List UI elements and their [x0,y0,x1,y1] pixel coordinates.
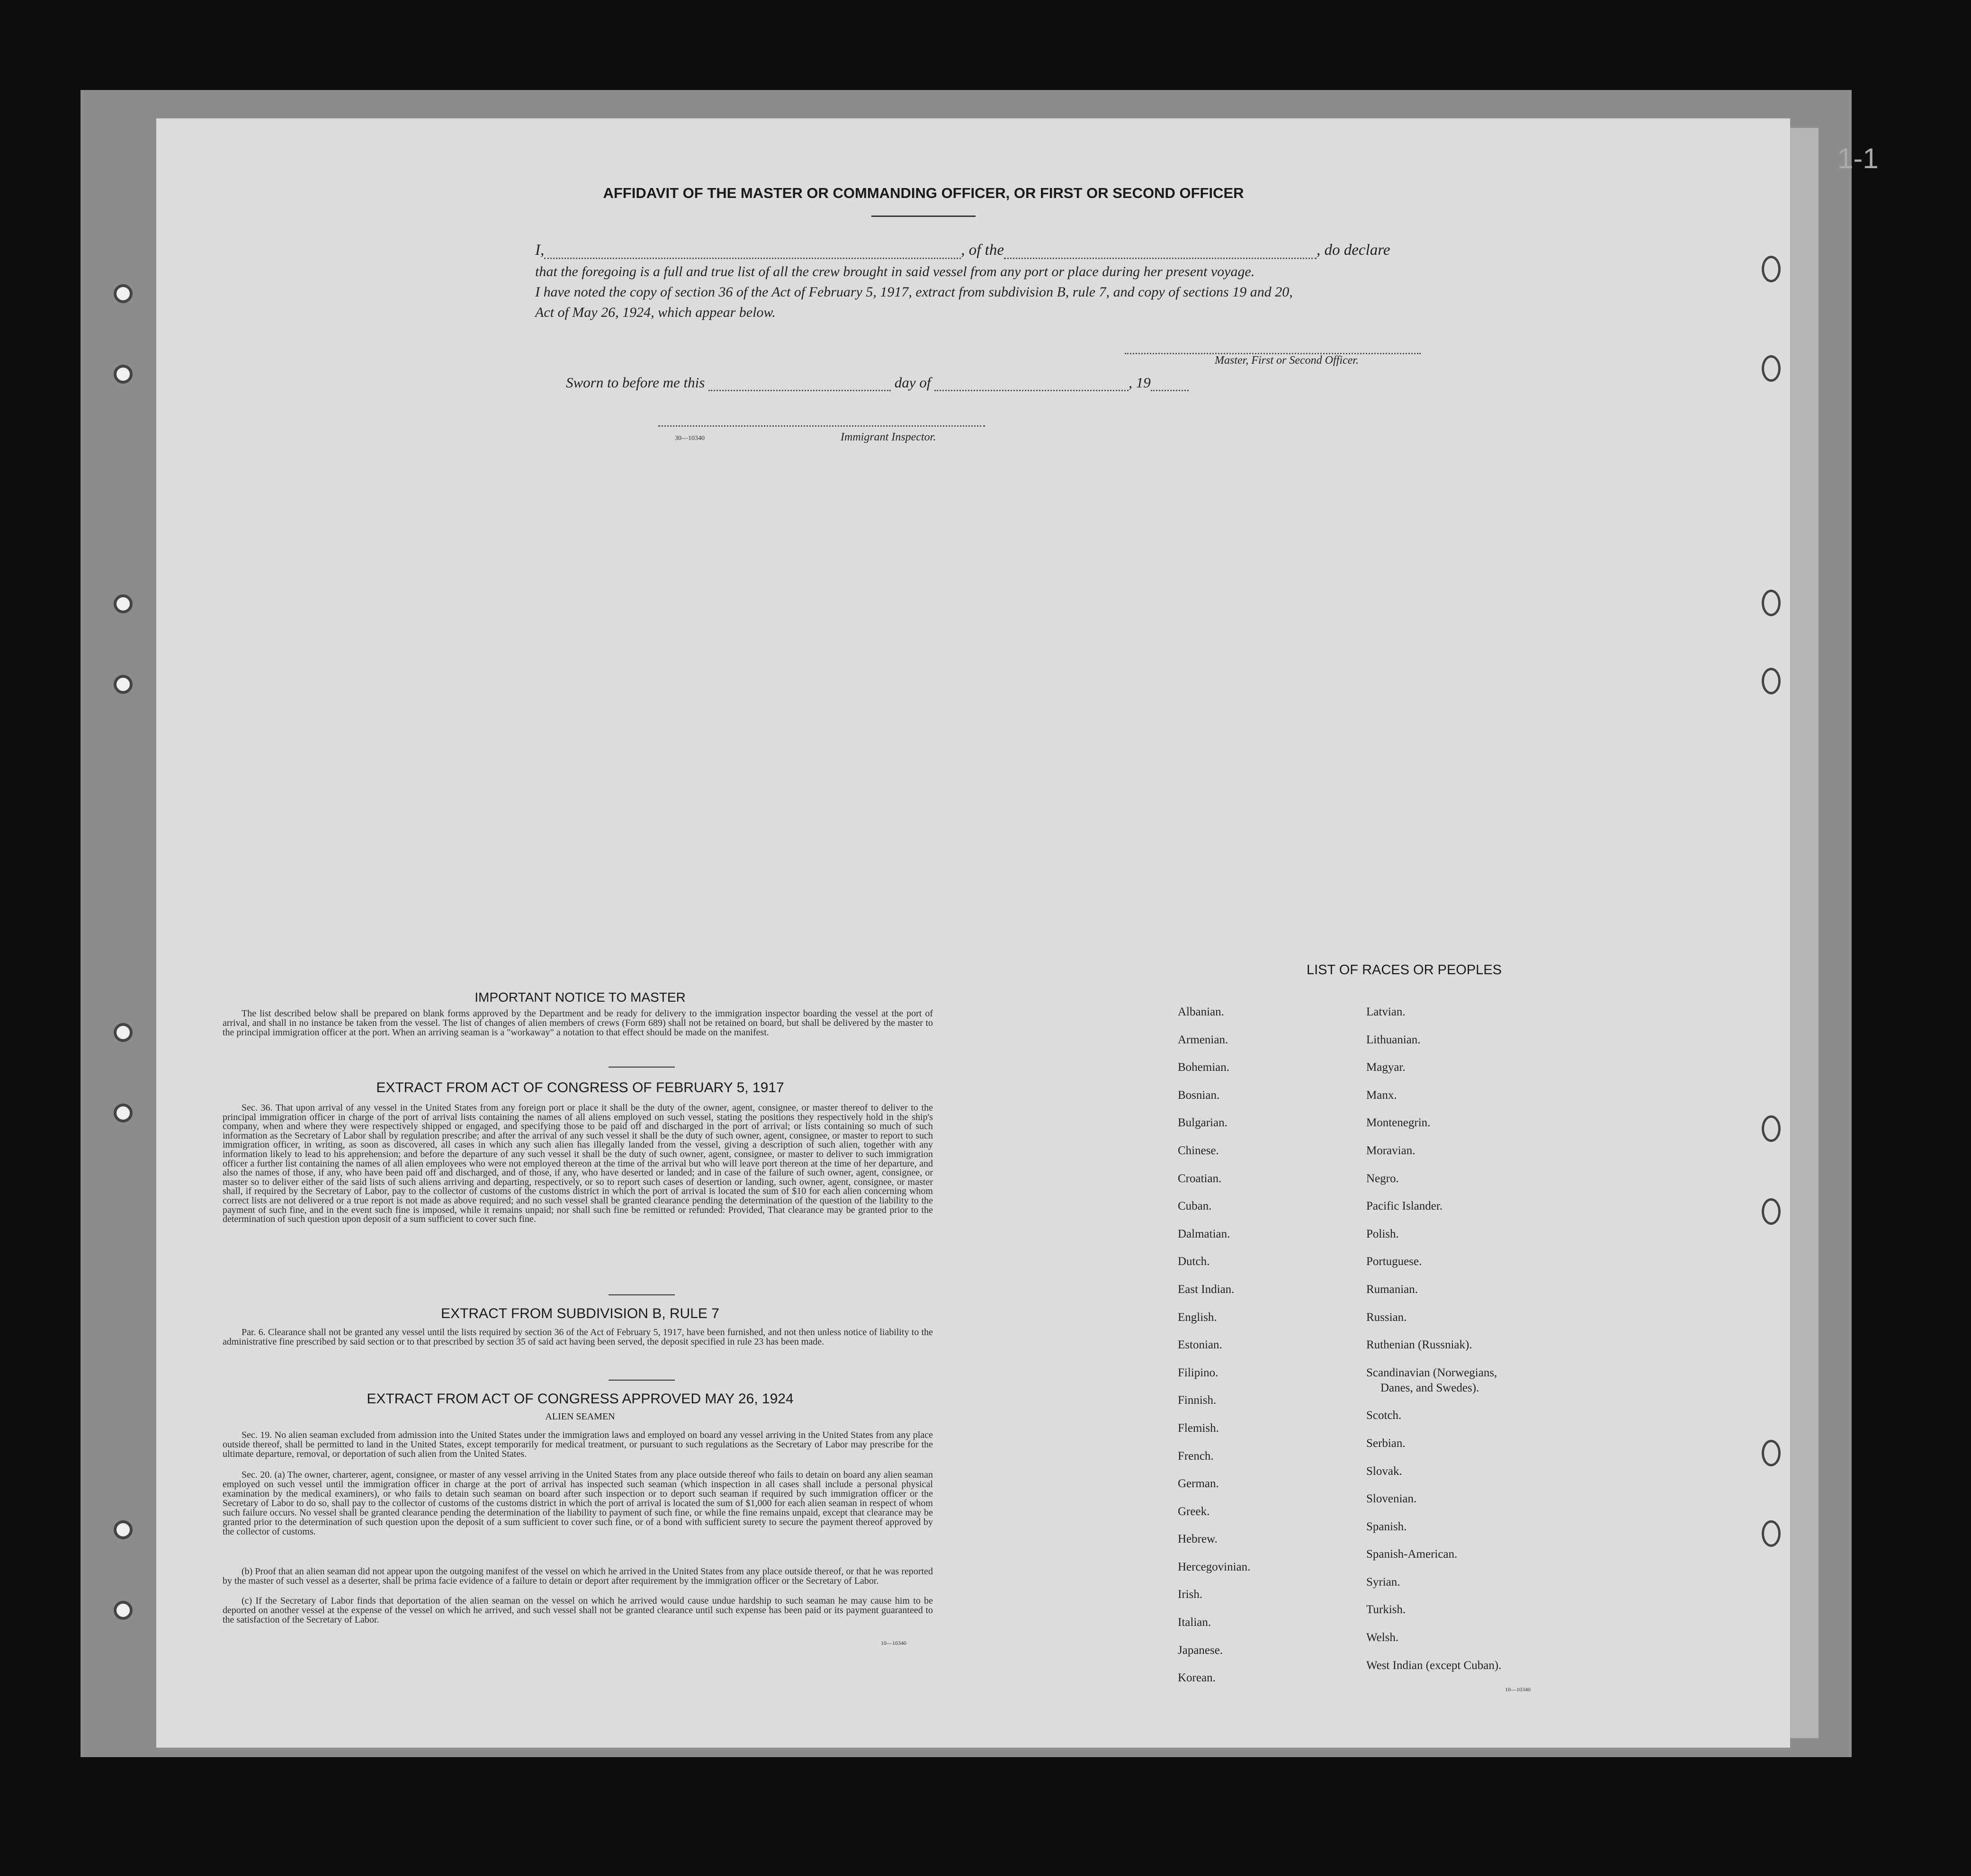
binder-ring [1762,1520,1781,1547]
race-item: Italian. [1178,1616,1211,1629]
race-item: Armenian. [1178,1033,1228,1046]
binder-ring [1762,1440,1781,1466]
inspector-signature-field[interactable] [658,411,985,427]
sworn-line [566,374,1189,391]
act-1917-title: EXTRACT FROM ACT OF CONGRESS OF FEBRUARY 5, 1917 [376,1080,784,1095]
race-item: Bulgarian. [1178,1116,1227,1130]
race-item: Irish. [1178,1588,1203,1601]
section-rule [609,1294,675,1295]
race-item: Spanish. [1366,1520,1407,1533]
sec-20c-text: (c) If the Secretary of Labor finds that deportation of the alien seaman on the vessel on which he arrived would cause undue hardship to such seaman he may cause him to be deported on another vessel at the expense of the vessel on which he arrived, and such vessel shall not be granted clearance until such expense has been paid or its payment guaranteed to the satisfaction of the Secretary of Labor. [223,1596,933,1625]
rule-7-title: EXTRACT FROM SUBDIVISION B, RULE 7 [441,1306,719,1321]
declaration-text: Act of May 26, 1924, which appear below. [535,305,776,320]
race-item: Dutch. [1178,1255,1210,1268]
race-item: Bohemian. [1178,1061,1230,1074]
race-item: French. [1178,1449,1214,1463]
binder-ring [1762,1115,1781,1142]
binder-ring [1762,668,1781,694]
punch-hole [114,284,133,303]
binder-ring [1762,1198,1781,1225]
vessel-field[interactable] [1004,243,1317,259]
notice-text: The list described below shall be prepared on blank forms approved by the Department and be ready for delivery to the immigration inspector boarding the vessel at the port of arrival, and shall in no instance be taken from the vessel. The list of changes of alien members of crews (Form 689) shall not be retained on board, but shall be delivered by the master to the principal immigration officer at the port. When an arriving seaman is a "workaway" a notation to that effect should be made on the manifest. [223,1008,933,1038]
race-item: East Indian. [1178,1283,1235,1296]
race-item: Slovak. [1366,1464,1402,1478]
race-item: Bosnian. [1178,1088,1220,1102]
race-item: English. [1178,1311,1217,1324]
sec-20b-text: (b) Proof that an alien seaman did not appear upon the outgoing manifest of the vessel on which he arrived in the United States from any place outside thereof, or that he was reported by the master of such vessel as a deserter, shall be prima facie evidence of a failure to detain or deport after requirement by the immigration officer or the Secretary of Labor. [223,1566,933,1586]
declaration-text: I have noted the copy of section 36 of the Act of February 5, 1917, extract from subdivision B, rule 7, and copy of sections 19 and 20, [535,284,1293,300]
race-item: Turkish. [1366,1603,1406,1616]
of-the-label: , of the [961,242,1004,259]
race-item: Syrian. [1366,1575,1400,1589]
race-item: Latvian. [1366,1005,1406,1018]
race-item: Scotch. [1366,1409,1402,1422]
sworn-label: Sworn to before me this [566,374,705,391]
inspector-label: Immigrant Inspector. [841,431,936,443]
section-rule [609,1067,675,1068]
race-item: Magyar. [1366,1061,1406,1074]
notice-title: IMPORTANT NOTICE TO MASTER [475,990,686,1005]
race-item: Lithuanian. [1366,1033,1421,1046]
section-rule [609,1380,675,1381]
form-number: 10—10340 [881,1640,906,1646]
race-item: Welsh. [1366,1631,1399,1644]
punch-hole [114,1023,133,1042]
affidavit-title: AFFIDAVIT OF THE MASTER OR COMMANDING OFFICER, OR FIRST OR SECOND OFFICER [603,185,1244,201]
race-item: Filipino. [1178,1366,1218,1379]
form-number: 10—10340 [1505,1686,1531,1693]
races-title: LIST OF RACES OR PEOPLES [1306,962,1502,978]
sworn-month-field[interactable] [934,376,1129,391]
alien-seamen-subtitle: ALIEN SEAMEN [545,1411,615,1422]
declaration-line [535,242,1390,259]
binder-ring [1762,590,1781,616]
declaration-text: that the foregoing is a full and true list of all the crew brought in said vessel from any port or place during her present voyage. [535,264,1255,279]
punch-hole [114,1601,133,1620]
rule-7-text: Par. 6. Clearance shall not be granted any vessel until the lists required by section 36 of the Act of February 5, 1917, have been furnished, and not then unless notice of liability to the administrative fine prescribed by said section or to that prescribed by section 35 of said act having been served, the deposit specified in rule 23 has been made. [223,1327,933,1347]
signature-field[interactable] [1125,339,1421,354]
race-item: Manx. [1366,1088,1397,1102]
races-column-1 [1178,1005,1358,1699]
race-item: Montenegrin. [1366,1116,1431,1130]
race-item: Croatian. [1178,1172,1222,1185]
race-item: Spanish-American. [1366,1548,1458,1561]
races-column-2 [1366,1005,1603,1686]
punch-hole [114,1104,133,1122]
sec-20a-text: Sec. 20. (a) The owner, charterer, agent, consignee, or master of any vessel arriving in the United States from any place outside thereof who fails to detain on board any alien seaman employed on such vessel until the immigration officer in charge at the port of arrival has inspected such seaman (which inspection in all cases shall include a personal physical examination by the medical examiners), or who fails to detain such seaman on board after such inspection or to deport such seaman if required by such immigration officer or the Secretary of Labor to do so, shall pay to the collector of customs of the customs district in which the port of arrival is located the sum of $1,000 for each alien seaman in respect of whom such failure occurs. No vessel shall be granted clearance pending the determination of the liability to payment of such fine, or while the fine remains unpaid, except that clearance may be granted prior to the determination of such question upon the deposit of a sum sufficient to cover such fine, or of a bond with sufficient surety to secure the payment thereof approved by the collector of customs. [223,1470,933,1537]
signature-label: Master, First or Second Officer. [1215,354,1359,367]
day-of-label: day of [894,374,931,391]
race-item: Slovenian. [1366,1492,1417,1506]
race-item: Negro. [1366,1172,1399,1185]
sworn-year-field[interactable] [1151,376,1189,391]
race-item: Serbian. [1366,1436,1406,1450]
race-item: Cuban. [1178,1200,1212,1213]
race-item: Hebrew. [1178,1533,1218,1546]
punch-hole [114,675,133,694]
race-item: Finnish. [1178,1394,1217,1407]
page-edge [1790,128,1819,1738]
race-item: Rumanian. [1366,1283,1418,1296]
race-item: German. [1178,1477,1219,1490]
declarant-label: I, [535,242,545,259]
race-item: Russian. [1366,1311,1407,1324]
race-item: Polish. [1366,1227,1399,1240]
race-item: Japanese. [1178,1643,1223,1657]
race-item: Moravian. [1366,1144,1416,1157]
race-item: Flemish. [1178,1421,1219,1435]
year-label: , 19 [1129,374,1151,391]
punch-hole [114,1520,133,1539]
race-item: Pacific Islander. [1366,1200,1443,1213]
punch-hole [114,594,133,613]
race-item: Greek. [1178,1505,1210,1518]
margin-mark: 1-1 [1837,143,1879,174]
race-item: Estonian. [1178,1338,1222,1352]
punch-hole [114,365,133,384]
race-item: Danes, and Swedes). [1380,1381,1479,1394]
act-1917-text: Sec. 36. That upon arrival of any vessel in the United States from any foreign port or place it shall be the duty of the owner, agent, consignee, or master thereof to deliver to the principal immigration officer in charge of the port of arrival lists containing the names of all aliens employed on such vessel, stating the positions they respectively hold in the ship's company, when and where they were respectively shipped or engaged, and specifying those to be paid off and discharged in the port of arrival; or lists containing so much of such information as the Secretary of Labor shall by regulation prescribe; and after the arrival of any such vessel it shall be the duty of such owner, agent, consignee, or master to report to such immigration officer, in writing, as soon as discovered, all cases in which any such alien has illegally landed from the vessel, giving a description of such alien, together with any information likely to lead to his apprehension; and before the departure of any such vessel it shall be the duty of such owner, agent, consignee, or master to deliver to such immigration officer a further list containing the names of all alien employees who were not employed thereon at the time of the arrival but who will leave port thereon at the time of her departure, and also the names of those, if any, who have been paid off and discharged, and of those, if any, who have deserted or landed; and in case of the failure of such owner, agent, consignee, or master so to deliver either of the said lists of such aliens arriving and departing, respectively, or so to report such cases of desertion or landing, such owner, agent, consignee, or master shall, if required by the Secretary of Labor, pay to the collector of customs of the customs district in which the port of arrival is located the sum of $10 for each alien concerning whom correct lists are not delivered or a true report is not made as above required; and no such vessel shall be granted clearance pending the determination of the question of the liability to the payment of such fine, and in the event such fine is imposed, while it remains unpaid; nor shall such fine be remitted or refunded: Provided, That clearance may be granted prior to the determination of such question upon deposit of a sum sufficient to cover such fine. [223,1103,933,1225]
do-declare-label: , do declare [1316,242,1390,259]
act-1924-title: EXTRACT FROM ACT OF CONGRESS APPROVED MAY 26, 1924 [367,1391,794,1407]
race-item: Hercegovinian. [1178,1560,1251,1573]
sworn-day-field[interactable] [708,376,891,391]
race-item: Dalmatian. [1178,1227,1230,1240]
binder-ring [1762,256,1781,282]
race-item: Albanian. [1178,1005,1224,1018]
race-item: Ruthenian (Russniak). [1366,1338,1472,1352]
name-field[interactable] [544,243,961,259]
race-item: Chinese. [1178,1144,1219,1157]
sec-19-text: Sec. 19. No alien seaman excluded from admission into the United States under the immigration laws and employed on board any vessel arriving in the United States from any place outside thereof, shall be permitted to land in the United States, except temporarily for medical treatment, or pursuant to such regulations as the Secretary of Labor may prescribe for the ultimate departure, removal, or deportation of such alien from the United States. [223,1430,933,1459]
race-item: Scandinavian (Norwegians, [1366,1366,1497,1379]
race-item: West Indian (except Cuban). [1366,1659,1502,1672]
race-item: Portuguese. [1366,1255,1422,1268]
binder-ring [1762,355,1781,382]
form-number: 30—10340 [675,435,705,442]
title-rule [871,215,976,217]
race-item: Korean. [1178,1671,1216,1685]
